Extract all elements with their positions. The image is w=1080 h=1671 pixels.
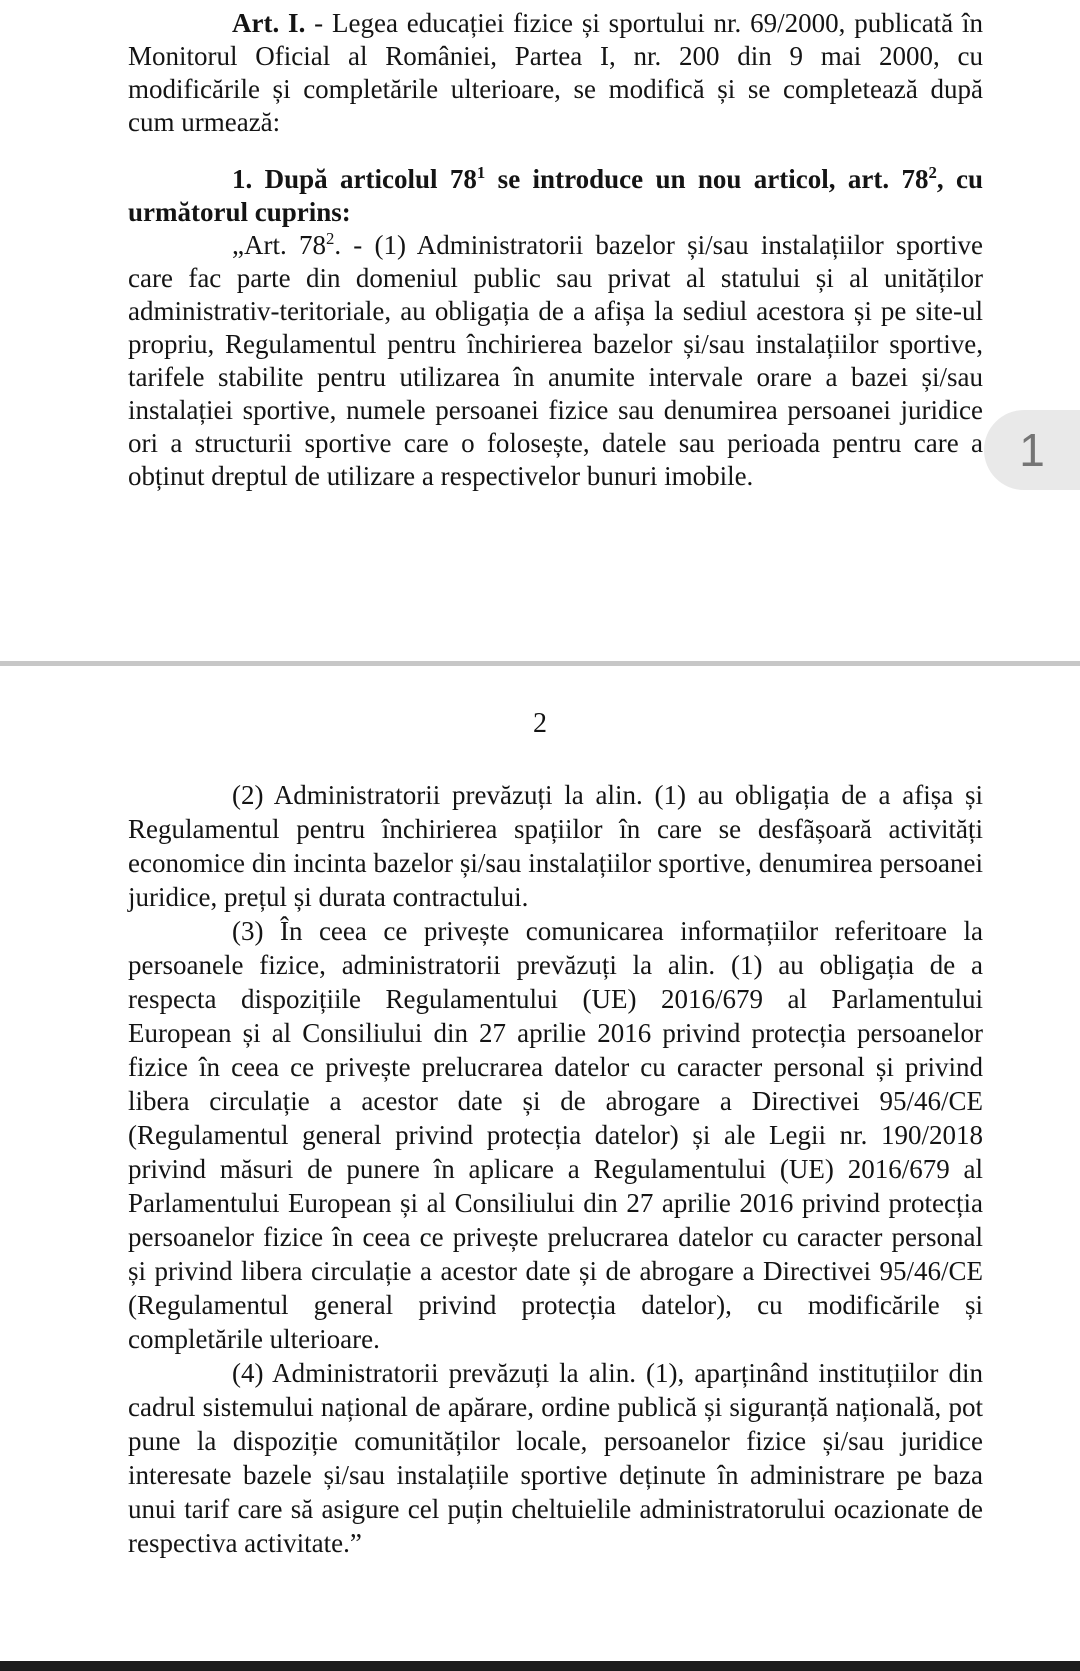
page-number: 2 bbox=[533, 708, 547, 739]
document-page-1 bbox=[0, 0, 1080, 661]
intro-paragraph-text: - Legea educației fizice și sportului nr. 69/2000, publicată în Monitorul Oficial al României, Partea I, nr. 200 din 9 mai 2000, cu modificările și completările ulterioare, se modifică și se completează după cum urmează: bbox=[128, 8, 984, 137]
bottom-edge-bar bbox=[0, 1661, 1080, 1671]
paragraph-alin-4: (4) Administratorii prevăzuți la alin. (1), aparținând instituțiilor din cadrul sistemului național de apărare, ordine publică și siguranță națională, pot pune la dispoziție comunităților locale, persoanelor fizice și/sau juridice interesate bazele și/sau instalațiile sportive deținute în administrare pe baza unui tarif care să asigure cel puțin cheltuielile administratorului ocazionate de respectiva activitate.” bbox=[128, 1358, 983, 1558]
heading-segment: se introduce un nou articol, art. 78 bbox=[485, 164, 929, 194]
document-page-2 bbox=[0, 666, 1080, 1661]
article-78-paragraph bbox=[128, 229, 983, 493]
heading-superscript-1: 1 bbox=[476, 163, 486, 182]
heading-segment: , cu următorul cuprins: bbox=[128, 164, 984, 227]
heading-superscript-2: 2 bbox=[928, 163, 937, 182]
article-78-text: . - (1) Administratorii bazelor și/sau instalațiilor sportive care fac parte din domeniul public sau privat al statului și al unităților administrativ-teritoriale, au obligația de a afișa la sediul acestora și pe site-ul propriu, Regulamentul pentru închirierea bazelor și/sau instalațiilor sportive, tarifele stabilite pentru utilizarea în anumite intervale orare a bazei și/sau instalației sportive, numele persoanei fizice sau denumirea persoanei juridice ori a structurii sportive care o folosește, datele sau perioada pentru care a obținut dreptul de utilizare a respectivelor bunuri imobile. bbox=[128, 230, 983, 491]
page-1-text-block bbox=[128, 0, 983, 493]
amendment-heading bbox=[128, 163, 983, 229]
page-indicator-value: 1 bbox=[1019, 424, 1045, 476]
page-indicator-badge[interactable] bbox=[984, 410, 1080, 490]
article-78-superscript: 2 bbox=[325, 229, 335, 248]
paragraph-alin-3: (3) În ceea ce privește comunicarea informațiilor referitoare la persoanele fizice, administratorii prevăzuți la alin. (1) au obligația de a respecta dispozițiile Regulamentului (UE) 2016/679 al Parlamentului European și al Consiliului din 27 aprilie 2016 privind protecția persoanelor fizice în ceea ce privește prelucrarea datelor cu caracter personal și privind libera circulație a acestor date și de abrogare a Directivei 95/46/CE (Regulamentul general privind protecția datelor) și ale Legii nr. 190/2018 privind măsuri de punere în aplicare a Regulamentului (UE) 2016/679 al Parlamentului European și al Consiliului din 27 aprilie 2016 privind protecția persoanelor fizice în ceea ce privește prelucrarea datelor cu caracter personal și privind libera circulație a acestor date și de abrogare a Directivei 95/46/CE (Regulamentul general privind protecția datelor), cu modificările și completările ulterioare. bbox=[128, 916, 983, 1354]
article-78-segment: „Art. 78 bbox=[232, 230, 326, 260]
page-2-text-block bbox=[128, 778, 983, 1560]
heading-segment: 1. După articolul 78 bbox=[232, 164, 477, 194]
paragraph-alin-2: (2) Administratorii prevăzuți la alin. (1) au obligația de a afișa și Regulamentul pentru închirierea spațiilor în care se desfãșoară activități economice din incinta bazelor și/sau instalațiilor sportive, denumirea persoanei juridice, prețul și durata contractului. bbox=[128, 780, 983, 912]
intro-paragraph bbox=[128, 7, 983, 139]
article-label: Art. I. bbox=[232, 8, 306, 38]
